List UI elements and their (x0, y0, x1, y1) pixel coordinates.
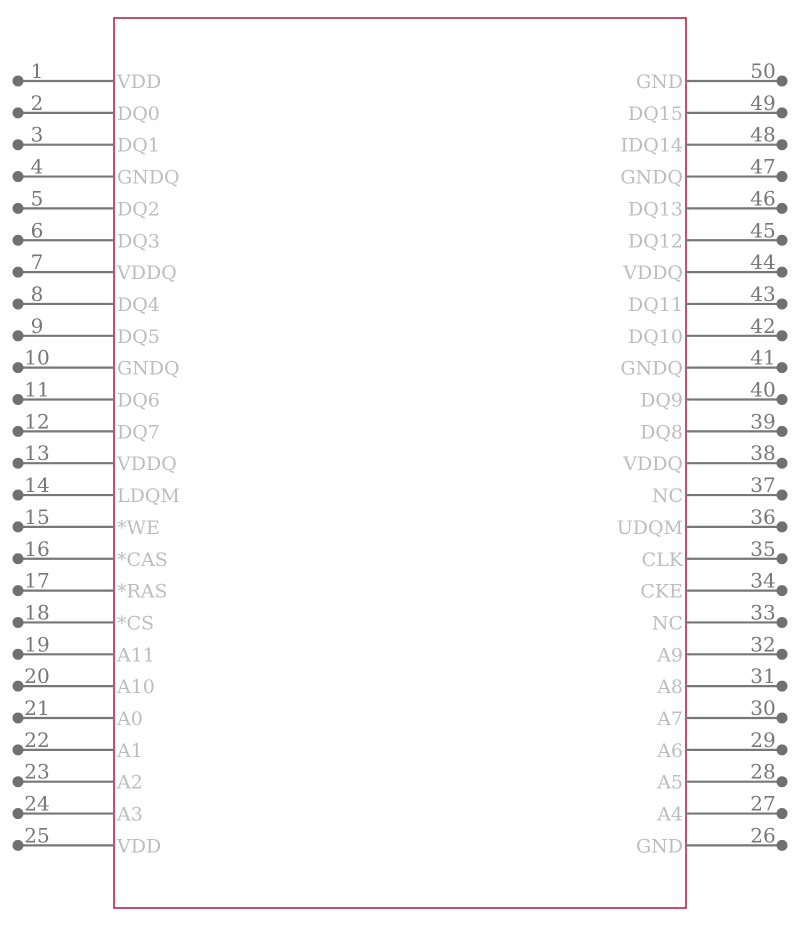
pin-name: GNDQ (620, 357, 683, 380)
pin-terminal-dot (13, 490, 24, 501)
pin-name: NC (651, 612, 683, 635)
pin-42 (628, 314, 788, 348)
pin-48 (621, 123, 788, 157)
pin-27 (656, 792, 787, 826)
pin-38 (622, 441, 787, 475)
pin-45 (628, 218, 788, 252)
pin-name: *RAS (117, 580, 168, 603)
pin-12 (13, 409, 160, 443)
pin-name: VDDQ (623, 453, 683, 476)
pin-13 (13, 441, 177, 475)
pin-number: 30 (750, 696, 776, 720)
pin-name: LDQM (117, 485, 180, 508)
pin-terminal-dot (777, 362, 788, 373)
pin-14 (13, 473, 180, 507)
pin-number: 20 (24, 664, 50, 689)
pin-terminal-dot (777, 649, 788, 660)
pin-39 (640, 409, 787, 443)
pin-terminal-dot (13, 362, 24, 373)
pin-terminal-dot (13, 553, 24, 564)
pin-terminal-dot (777, 139, 788, 150)
pin-number: 44 (750, 250, 776, 275)
pin-terminal-dot (13, 203, 24, 214)
pin-34 (640, 569, 787, 603)
pin-terminal-dot (13, 617, 24, 628)
right-pin-column (617, 59, 788, 857)
pin-number: 48 (750, 122, 776, 147)
pin-49 (628, 91, 788, 125)
pin-number: 22 (24, 727, 50, 752)
pin-name: UDQM (616, 516, 683, 539)
pin-number: 11 (24, 377, 50, 402)
pin-name: GNDQ (117, 357, 180, 380)
pin-name: GNDQ (117, 166, 180, 189)
pin-name: CKE (640, 580, 683, 603)
pin-46 (628, 186, 788, 220)
pin-terminal-dot (13, 681, 24, 692)
pin-name: DQ1 (117, 134, 160, 157)
pin-name: A5 (657, 771, 683, 794)
pin-terminal-dot (777, 203, 788, 214)
pin-number: 14 (24, 473, 50, 498)
pin-25 (13, 823, 162, 857)
pin-number: 32 (750, 632, 776, 657)
pin-number: 4 (30, 154, 44, 179)
pin-name: A4 (657, 803, 683, 826)
pin-terminal-dot (13, 426, 24, 437)
pin-name: NC (651, 485, 683, 508)
pin-terminal-dot (777, 267, 788, 278)
pin-43 (628, 282, 788, 316)
pin-16 (13, 537, 168, 571)
pin-number: 8 (30, 281, 44, 306)
pin-number: 16 (24, 536, 50, 561)
pin-8 (13, 282, 160, 316)
pin-name: A8 (657, 676, 683, 699)
pin-number: 36 (750, 504, 776, 529)
pin-number: 9 (30, 313, 44, 338)
pin-18 (13, 600, 155, 634)
pin-terminal-dot (777, 840, 788, 851)
pin-number: 5 (30, 186, 44, 211)
pin-name: DQ7 (117, 421, 160, 444)
pin-name: A6 (657, 739, 683, 762)
pin-11 (13, 378, 160, 412)
pin-number: 10 (24, 345, 50, 370)
pin-name: A1 (117, 739, 143, 762)
pin-1 (13, 59, 162, 93)
pin-15 (13, 505, 160, 539)
pin-number: 28 (750, 759, 776, 784)
pin-number: 24 (24, 791, 50, 816)
pin-number: 35 (750, 536, 776, 561)
pin-32 (656, 632, 787, 666)
pin-33 (652, 600, 788, 634)
pin-terminal-dot (13, 744, 24, 755)
pin-name: IDQ14 (620, 134, 683, 157)
pin-name: A11 (117, 644, 155, 667)
pin-number: 38 (750, 441, 776, 466)
pin-terminal-dot (777, 553, 788, 564)
pin-number: 26 (750, 823, 776, 848)
pin-name: DQ0 (117, 102, 160, 125)
pin-number: 31 (750, 664, 776, 689)
pin-40 (640, 378, 787, 412)
pin-terminal-dot (777, 394, 788, 405)
pin-number: 29 (750, 727, 776, 752)
pin-name: DQ2 (117, 198, 160, 221)
pin-name: *CAS (117, 548, 168, 571)
pin-terminal-dot (13, 171, 24, 182)
pin-terminal-dot (13, 713, 24, 724)
pin-number: 40 (750, 377, 776, 402)
pin-number: 47 (750, 154, 776, 179)
pin-7 (13, 250, 177, 284)
pin-number: 39 (750, 409, 776, 434)
pin-name: DQ12 (628, 230, 683, 253)
pin-number: 25 (24, 823, 50, 848)
pin-2 (13, 91, 160, 125)
pin-name: A2 (117, 771, 143, 794)
pin-number: 37 (750, 473, 776, 498)
pin-50 (636, 59, 788, 93)
pin-37 (652, 473, 788, 507)
pin-terminal-dot (777, 681, 788, 692)
pin-name: A10 (117, 676, 155, 699)
pin-terminal-dot (13, 330, 24, 341)
pin-36 (617, 505, 788, 539)
pin-terminal-dot (13, 776, 24, 787)
pin-name: GNDQ (620, 166, 683, 189)
pin-number: 17 (24, 568, 50, 593)
pin-terminal-dot (777, 744, 788, 755)
left-pin-column (13, 59, 180, 857)
pin-name: DQ5 (117, 325, 160, 348)
pin-26 (636, 823, 788, 857)
pin-terminal-dot (777, 585, 788, 596)
pin-22 (13, 728, 143, 762)
pin-terminal-dot (777, 107, 788, 118)
pin-17 (13, 569, 168, 603)
pin-number: 23 (24, 759, 50, 784)
pin-5 (13, 186, 160, 220)
pin-29 (656, 728, 787, 762)
pin-terminal-dot (777, 776, 788, 787)
component-body (114, 18, 686, 908)
pin-number: 19 (24, 632, 50, 657)
pin-number: 21 (24, 696, 50, 720)
pin-terminal-dot (777, 713, 788, 724)
pin-name: *WE (117, 516, 160, 539)
pin-name: A3 (117, 803, 143, 826)
pin-terminal-dot (13, 107, 24, 118)
pin-name: A9 (657, 644, 683, 667)
pin-number: 45 (750, 218, 776, 243)
pin-terminal-dot (777, 298, 788, 309)
pin-terminal-dot (777, 171, 788, 182)
pin-47 (620, 155, 787, 189)
pin-44 (622, 250, 787, 284)
pin-terminal-dot (777, 330, 788, 341)
pin-name: DQ3 (117, 230, 160, 253)
pin-4 (13, 155, 180, 189)
pin-terminal-dot (13, 808, 24, 819)
pin-terminal-dot (13, 649, 24, 660)
pin-35 (642, 537, 788, 571)
pin-terminal-dot (13, 267, 24, 278)
pin-terminal-dot (13, 235, 24, 246)
pin-name: DQ13 (628, 198, 683, 221)
pin-name: *CS (117, 612, 155, 635)
pin-name: A0 (117, 708, 143, 730)
pin-number: 3 (30, 122, 44, 147)
pin-terminal-dot (13, 585, 24, 596)
pin-41 (620, 346, 787, 380)
pin-terminal-dot (777, 808, 788, 819)
pin-30 (656, 696, 787, 730)
pin-21 (13, 696, 143, 730)
pin-number: 12 (24, 409, 50, 434)
pin-number: 13 (24, 441, 50, 466)
pin-name: VDDQ (117, 262, 177, 285)
pin-number: 43 (750, 281, 776, 306)
pin-31 (656, 664, 787, 698)
pin-terminal-dot (777, 235, 788, 246)
pin-name: A7 (657, 708, 683, 730)
pin-24 (13, 792, 143, 826)
pin-23 (13, 760, 143, 794)
pin-number: 34 (750, 568, 776, 593)
pin-number: 49 (750, 90, 776, 115)
pin-terminal-dot (777, 521, 788, 532)
pin-number: 50 (750, 59, 776, 83)
pin-6 (13, 218, 160, 252)
pin-terminal-dot (13, 139, 24, 150)
pin-terminal-dot (13, 840, 24, 851)
pin-10 (13, 346, 180, 380)
pin-name: DQ11 (628, 293, 683, 316)
pin-terminal-dot (13, 298, 24, 309)
pin-number: 27 (750, 791, 776, 816)
pin-name: DQ15 (628, 102, 683, 125)
pin-name: GND (635, 835, 683, 858)
pin-name: VDD (117, 835, 162, 858)
pin-name: DQ8 (640, 421, 683, 444)
pin-number: 2 (30, 90, 44, 115)
pin-name: CLK (641, 548, 683, 571)
pin-20 (13, 664, 155, 698)
pin-name: GND (635, 71, 683, 93)
pin-terminal-dot (13, 458, 24, 469)
pin-terminal-dot (777, 426, 788, 437)
pin-number: 6 (30, 218, 44, 243)
pin-3 (13, 123, 160, 157)
pin-number: 15 (24, 504, 50, 529)
pin-name: DQ9 (640, 389, 683, 412)
pin-name: DQ10 (628, 325, 683, 348)
pin-name: VDDQ (623, 262, 683, 285)
pin-28 (656, 760, 787, 794)
pin-terminal-dot (13, 76, 24, 87)
pin-number: 42 (750, 313, 776, 338)
pin-number: 41 (750, 345, 776, 370)
pin-terminal-dot (777, 458, 788, 469)
pin-name: VDD (117, 71, 162, 93)
pin-number: 1 (30, 59, 44, 83)
pin-number: 7 (30, 250, 44, 275)
pin-terminal-dot (13, 521, 24, 532)
pin-terminal-dot (777, 490, 788, 501)
pin-terminal-dot (777, 617, 788, 628)
pin-name: VDDQ (117, 453, 177, 476)
pin-name: DQ6 (117, 389, 160, 412)
pin-number: 33 (750, 600, 776, 625)
pin-terminal-dot (13, 394, 24, 405)
pin-19 (13, 632, 155, 666)
pin-number: 18 (24, 600, 50, 625)
pin-9 (13, 314, 160, 348)
pin-terminal-dot (777, 76, 788, 87)
pin-name: DQ4 (117, 293, 160, 316)
pin-number: 46 (750, 186, 776, 211)
